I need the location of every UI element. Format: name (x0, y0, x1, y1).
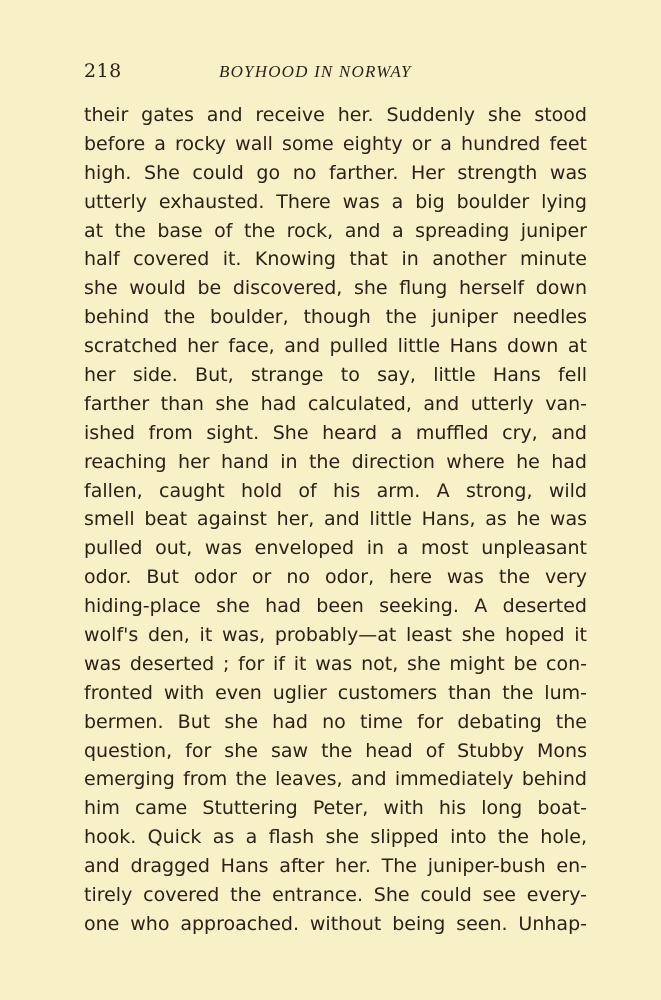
text-line: him came Stuttering Peter, with his long boat- (84, 797, 587, 820)
text-line: high. She could go no farther. Her strength was (84, 161, 587, 184)
text-line: at the base of the rock, and a spreading juniper (84, 219, 587, 242)
text-line: she would be discovered, she flung herself down (84, 277, 587, 300)
page-header (84, 60, 587, 90)
text-line: smell beat against her, and little Hans, as he was (84, 508, 587, 531)
page-number: 218 (84, 60, 122, 82)
text-line: fronted with even uglier customers than the lum- (84, 681, 587, 704)
text-line: bermen. But she had no time for debating the (84, 710, 587, 733)
text-line: fallen, caught hold of his arm. A strong, wild (84, 479, 587, 502)
text-line: was deserted ; for if it was not, she might be con- (84, 652, 587, 675)
text-line: ished from sight. She heard a muffled cry, and (84, 421, 587, 444)
body-text (84, 101, 587, 939)
text-line: behind the boulder, though the juniper needles (84, 306, 587, 329)
text-line: hiding-place she had been seeking. A deserted (84, 595, 587, 618)
text-line: wolf's den, it was, probably—at least she hoped it (84, 624, 587, 647)
text-line: scratched her face, and pulled little Hans down at (84, 335, 587, 358)
text-line: pulled out, was enveloped in a most unpleasant (84, 537, 587, 560)
text-line: hook. Quick as a flash she slipped into the hole, (84, 826, 587, 849)
text-line: odor. But odor or no odor, here was the very (84, 566, 587, 589)
running-title: BOYHOOD IN NORWAY (219, 62, 412, 81)
text-line: one who approached. without being seen. Unhap- (84, 912, 587, 935)
text-line: their gates and receive her. Suddenly she stood (84, 104, 587, 126)
text-line: half covered it. Knowing that in another minute (84, 248, 587, 271)
text-line: her side. But, strange to say, little Hans fell (84, 364, 587, 387)
text-line: question, for she saw the head of Stubby Mons (84, 739, 587, 762)
text-line: reaching her hand in the direction where he had (84, 450, 587, 473)
text-line: utterly exhausted. There was a big boulder lying (84, 190, 587, 213)
text-line: and dragged Hans after her. The juniper-bush en- (84, 855, 587, 878)
text-line: farther than she had calculated, and utterly van- (84, 392, 587, 415)
text-line: tirely covered the entrance. She could see every- (84, 884, 587, 907)
text-line: before a rocky wall some eighty or a hundred feet (84, 132, 587, 155)
text-line: emerging from the leaves, and immediately behind (84, 768, 587, 791)
